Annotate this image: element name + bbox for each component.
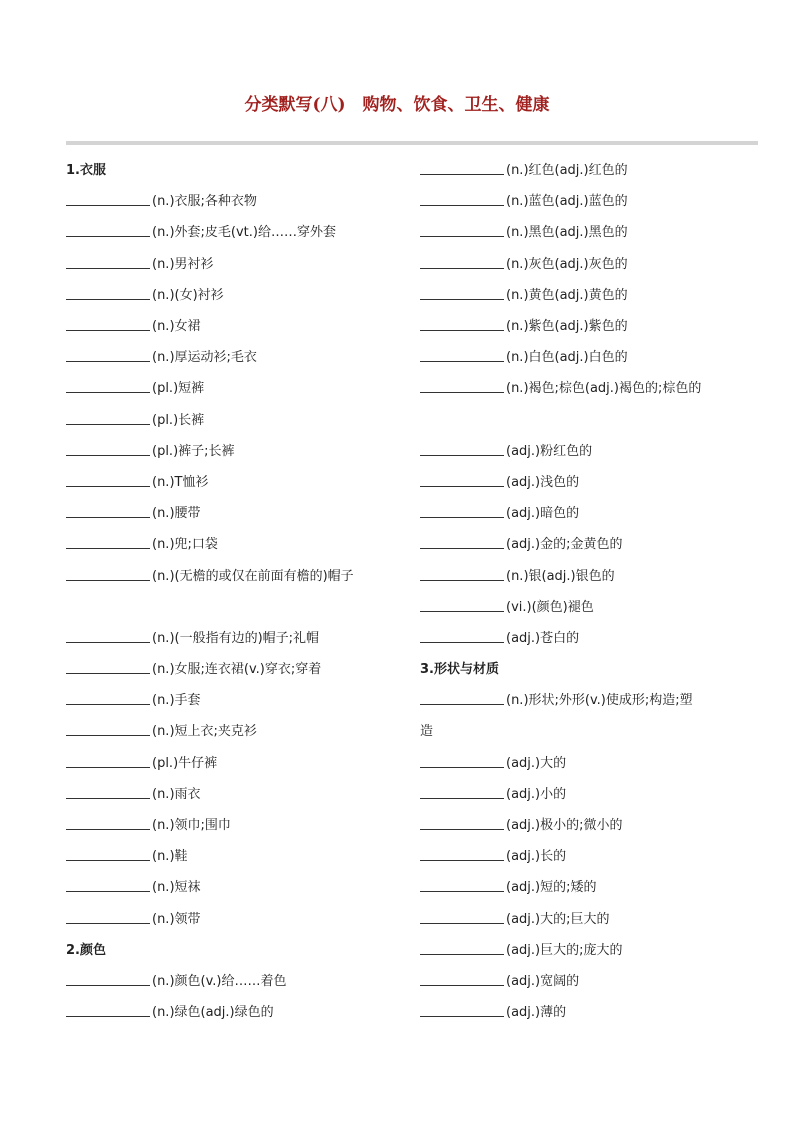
vocab-item: [420, 340, 760, 371]
vocab-item: [66, 652, 396, 683]
answer-blank[interactable]: [420, 455, 504, 456]
vocab-definition: (adj.)极小的;微小的: [506, 818, 623, 834]
page-title: 分类默写(八) 购物、饮食、卫生、健康: [244, 95, 550, 115]
vocab-item: [420, 902, 760, 933]
section-heading: 1.衣服: [66, 163, 106, 179]
vocab-definition: (n.)女服;连衣裙(v.)穿衣;穿着: [152, 662, 322, 678]
vocab-item: [420, 964, 760, 995]
vocab-item: [420, 683, 760, 714]
answer-blank[interactable]: [420, 923, 504, 924]
answer-blank[interactable]: [420, 236, 504, 237]
vocab-definition: (pl.)短裤: [152, 381, 205, 397]
vocab-item: [420, 808, 760, 839]
answer-blank[interactable]: [66, 923, 150, 924]
vocab-item: [420, 995, 760, 1026]
vocab-item: [420, 527, 760, 558]
vocab-item: [66, 527, 396, 558]
answer-blank[interactable]: [66, 486, 150, 487]
vocab-item: [420, 746, 760, 777]
vocab-item: [66, 808, 396, 839]
answer-blank[interactable]: [420, 891, 504, 892]
answer-blank[interactable]: [420, 1016, 504, 1017]
left-column: [66, 153, 396, 1026]
vocab-item: [420, 870, 760, 901]
vocab-definition: (adj.)宽阔的: [506, 973, 580, 989]
vocab-definition: (n.)短上衣;夹克衫: [152, 724, 257, 740]
vocab-definition: (adj.)浅色的: [506, 474, 580, 490]
vocab-definition: (adj.)大的: [506, 755, 567, 771]
answer-blank[interactable]: [420, 299, 504, 300]
vocab-item: [66, 746, 396, 777]
vocab-definition: (n.)银(adj.)银色的: [506, 568, 615, 584]
vocab-item: [420, 278, 760, 309]
vocab-definition: (n.)手套: [152, 693, 201, 709]
vocab-definition: (adj.)薄的: [506, 1005, 567, 1021]
vocab-definition: (n.)男衬衫: [152, 256, 214, 272]
answer-blank[interactable]: [420, 174, 504, 175]
answer-blank[interactable]: [420, 704, 504, 705]
vocab-item: [420, 434, 760, 465]
vocab-item: [66, 777, 396, 808]
right-column: [420, 153, 760, 1026]
answer-blank[interactable]: [66, 330, 150, 331]
vocab-definition: (adj.)粉红色的: [506, 443, 593, 459]
answer-blank[interactable]: [66, 517, 150, 518]
answer-blank[interactable]: [66, 860, 150, 861]
answer-blank[interactable]: [420, 517, 504, 518]
blank-line-spacer: [420, 403, 760, 434]
answer-blank[interactable]: [66, 829, 150, 830]
vocab-item: [66, 340, 396, 371]
vocab-item: [66, 434, 396, 465]
vocab-definition: (n.)雨衣: [152, 786, 201, 802]
answer-blank[interactable]: [420, 361, 504, 362]
vocab-item: [66, 902, 396, 933]
answer-blank[interactable]: [420, 954, 504, 955]
vocab-definition: (n.)腰带: [152, 506, 201, 522]
answer-blank[interactable]: [66, 455, 150, 456]
vocab-definition: (adj.)大的;巨大的: [506, 911, 610, 927]
vocab-item: [66, 714, 396, 745]
vocab-definition: (n.)女裙: [152, 319, 201, 335]
vocab-definition: (n.)灰色(adj.)灰色的: [506, 256, 628, 272]
answer-blank[interactable]: [66, 798, 150, 799]
answer-blank[interactable]: [66, 299, 150, 300]
vocab-definition: (n.)厚运动衫;毛衣: [152, 350, 257, 366]
vocab-definition: (n.)衣服;各种衣物: [152, 194, 257, 210]
answer-blank[interactable]: [66, 704, 150, 705]
vocab-definition: (n.)鞋: [152, 849, 188, 865]
vocab-item: [420, 371, 760, 402]
vocab-definition: (n.)(无檐的或仅在前面有檐的)帽子: [152, 568, 354, 584]
vocab-definition: (adj.)金的;金黄色的: [506, 537, 623, 553]
answer-blank[interactable]: [66, 891, 150, 892]
vocab-definition: (n.)褐色;棕色(adj.)褐色的;棕色的: [506, 381, 702, 397]
vocab-definition: (n.)兜;口袋: [152, 537, 218, 553]
answer-blank[interactable]: [420, 642, 504, 643]
vocab-item: [66, 870, 396, 901]
vocab-item: [66, 995, 396, 1026]
vocab-definition: (pl.)裤子;长裤: [152, 443, 235, 459]
answer-blank[interactable]: [66, 268, 150, 269]
answer-blank[interactable]: [66, 205, 150, 206]
section-heading: 3.形状与材质: [420, 662, 499, 678]
section-heading: 2.颜色: [66, 942, 106, 958]
answer-blank[interactable]: [420, 486, 504, 487]
vocab-definition: (n.)颜色(v.)给……着色: [152, 973, 287, 989]
answer-blank[interactable]: [420, 611, 504, 612]
vocab-definition-continued: 造: [420, 724, 434, 740]
vocab-definition: (adj.)苍白的: [506, 630, 580, 646]
vocab-item: [66, 184, 396, 215]
answer-blank[interactable]: [420, 860, 504, 861]
answer-blank[interactable]: [66, 236, 150, 237]
vocab-item: [420, 621, 760, 652]
answer-blank[interactable]: [66, 548, 150, 549]
vocab-item: [420, 839, 760, 870]
vocab-definition: (n.)(女)衬衫: [152, 287, 224, 303]
answer-blank[interactable]: [420, 767, 504, 768]
vocab-item: [420, 496, 760, 527]
answer-blank[interactable]: [66, 392, 150, 393]
answer-blank[interactable]: [420, 985, 504, 986]
vocab-definition: (pl.)牛仔裤: [152, 755, 218, 771]
answer-blank[interactable]: [420, 205, 504, 206]
vocab-item: [420, 153, 760, 184]
vocab-item: [420, 933, 760, 964]
vocab-item: [66, 964, 396, 995]
vocab-definition: (pl.)长裤: [152, 412, 205, 428]
vocab-definition: (n.)领带: [152, 911, 201, 927]
answer-blank[interactable]: [420, 392, 504, 393]
vocab-definition: (n.)蓝色(adj.)蓝色的: [506, 194, 628, 210]
vocab-definition: (n.)紫色(adj.)紫色的: [506, 319, 628, 335]
vocab-item: [66, 278, 396, 309]
vocab-item: [66, 683, 396, 714]
vocab-item: [66, 309, 396, 340]
vocab-definition: (n.)T恤衫: [152, 474, 209, 490]
vocab-item: [420, 590, 760, 621]
answer-blank[interactable]: [66, 424, 150, 425]
vocab-definition: (adj.)暗色的: [506, 506, 580, 522]
vocab-definition: (n.)(一般指有边的)帽子;礼帽: [152, 630, 320, 646]
vocab-definition: (adj.)小的: [506, 786, 567, 802]
vocab-definition: (n.)外套;皮毛(vt.)给……穿外套: [152, 225, 336, 241]
answer-blank[interactable]: [420, 829, 504, 830]
vocab-definition: (adj.)短的;矮的: [506, 880, 597, 896]
answer-blank[interactable]: [66, 735, 150, 736]
answer-blank[interactable]: [66, 985, 150, 986]
vocab-item: [420, 215, 760, 246]
vocab-item: [66, 247, 396, 278]
vocab-item: [420, 247, 760, 278]
vocab-definition: (n.)红色(adj.)红色的: [506, 163, 628, 179]
answer-blank[interactable]: [66, 580, 150, 581]
vocab-item: [66, 621, 396, 652]
vocab-item: [420, 309, 760, 340]
vocab-definition: (n.)白色(adj.)白色的: [506, 350, 628, 366]
vocab-item: [420, 558, 760, 589]
vocab-item: [66, 465, 396, 496]
vocab-item: [66, 496, 396, 527]
answer-blank[interactable]: [66, 361, 150, 362]
answer-blank[interactable]: [420, 580, 504, 581]
answer-blank[interactable]: [420, 798, 504, 799]
title-divider: [66, 141, 758, 145]
vocab-item: [66, 403, 396, 434]
vocab-definition: (n.)领巾;围巾: [152, 818, 231, 834]
vocab-item: [66, 371, 396, 402]
vocab-item: [66, 558, 396, 589]
answer-blank[interactable]: [66, 1016, 150, 1017]
blank-line-spacer: [66, 590, 396, 621]
vocab-definition: (n.)黄色(adj.)黄色的: [506, 287, 628, 303]
vocab-definition: (adj.)长的: [506, 849, 567, 865]
answer-blank[interactable]: [66, 642, 150, 643]
vocab-item: [420, 184, 760, 215]
vocab-definition: (adj.)巨大的;庞大的: [506, 942, 623, 958]
vocab-item: [420, 777, 760, 808]
vocab-definition: (n.)形状;外形(v.)使成形;构造;塑: [506, 693, 693, 709]
answer-blank[interactable]: [66, 767, 150, 768]
vocab-item: [420, 465, 760, 496]
answer-blank[interactable]: [66, 673, 150, 674]
vocab-item: [66, 215, 396, 246]
vocab-definition: (n.)绿色(adj.)绿色的: [152, 1005, 274, 1021]
vocab-item: [66, 839, 396, 870]
vocab-definition: (vi.)(颜色)褪色: [506, 599, 594, 615]
answer-blank[interactable]: [420, 330, 504, 331]
vocab-definition: (n.)短袜: [152, 880, 201, 896]
answer-blank[interactable]: [420, 548, 504, 549]
answer-blank[interactable]: [420, 268, 504, 269]
vocab-definition: (n.)黑色(adj.)黑色的: [506, 225, 628, 241]
